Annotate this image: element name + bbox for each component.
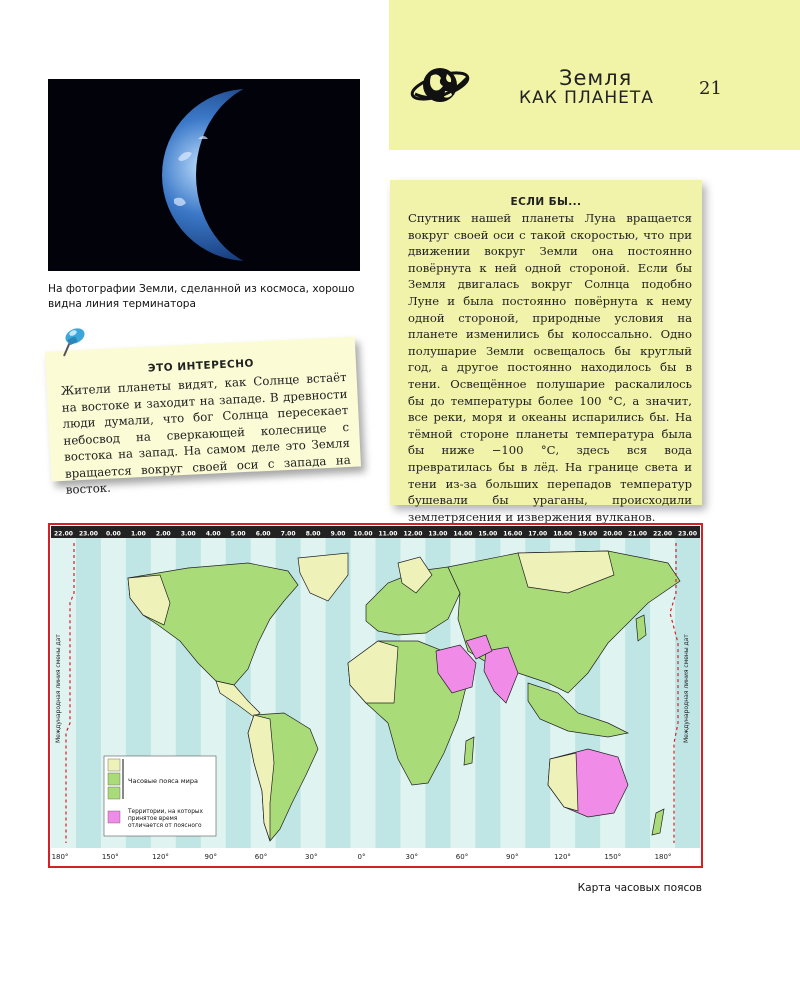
what-if-title: ЕСЛИ БЫ...	[510, 196, 582, 208]
longitude-label: 90°	[204, 853, 217, 861]
hour-label: 11.00	[378, 530, 398, 538]
longitude-label: 120°	[152, 853, 169, 861]
hour-label: 22.00	[653, 530, 673, 538]
hour-label: 0.00	[105, 530, 121, 538]
longitude-label: 60°	[455, 853, 469, 861]
hour-label: 14.00	[453, 530, 473, 538]
hour-label: 23.00	[78, 530, 98, 538]
hour-label: 3.00	[180, 530, 196, 538]
hour-label: 10.00	[353, 530, 373, 538]
dateline-label-right: Международная линия смены дат	[683, 634, 690, 743]
hour-label: 15.00	[478, 530, 498, 538]
earth-photo	[48, 79, 360, 271]
what-if-text: Спутник нашей планеты Луна вращается вокруг своей оси с такой скоростью, что при движении вокруг Земли она постоянно повёрнута к ней одной стороной. Если бы Земля двигалась вокруг Солнца подобно Луне и была постоянно повёрнута к нему одной стороной, природные условия на планете изменились бы колоссально. Одно полушарие Земли освещалось бы круглый год, а другое постоянно находилось бы в тени. Освещённое полушарие раскалилось бы до температуры более 100 °С, а значит, все реки, моря и океаны испарились бы. На тёмной стороне планеты температура была бы ниже −100 °С, здесь вся вода превратилась бы в лёд. На границе света и тени из-за больших перепадов температур бушевали бы ураганы, происходили землетрясения и извержения вулканов.	[408, 211, 692, 524]
hour-label: 6.00	[255, 530, 271, 538]
longitude-label: 0°	[357, 853, 366, 861]
hour-label: 21.00	[628, 530, 648, 538]
hour-label: 2.00	[155, 530, 171, 538]
longitude-label: 180°	[654, 853, 672, 861]
hour-label: 12.00	[403, 530, 423, 538]
hour-label: 5.00	[230, 530, 246, 538]
hour-label: 19.00	[578, 530, 598, 538]
chapter-title-line1: Земля	[559, 66, 633, 90]
legend-territories-label-2: принятое время	[128, 816, 178, 822]
earth-crescent-image	[48, 79, 360, 271]
photo-caption: На фотографии Земли, сделанной из космоса, хорошо видна линия терминатора	[48, 283, 355, 310]
note-text: Жители планеты видят, как Солнце встаёт на востоке и заходит на западе. В древности люди думали, что бог Солнца пересекает небосвод на сверкающей колеснице с востока на запад. На самом деле это Земля вращается вокруг своей оси с запада на восток.	[60, 369, 351, 497]
longitude-label: 120°	[554, 853, 571, 861]
hour-label: 22.00	[53, 530, 73, 538]
hour-label: 17.00	[528, 530, 548, 538]
hour-label: 8.00	[305, 530, 321, 538]
chapter-header	[389, 0, 800, 150]
longitude-label: 90°	[506, 853, 519, 861]
pushpin-icon	[58, 324, 88, 358]
planet-logo-icon	[409, 58, 471, 110]
longitude-label: 30°	[405, 853, 418, 861]
longitude-label: 60°	[254, 853, 268, 861]
note-title: ЭТО ИНТЕРЕСНО	[147, 357, 255, 375]
legend-zones-label: Часовые пояса мира	[128, 777, 199, 785]
hour-label: 13.00	[428, 530, 448, 538]
map-caption: Карта часовых поясов	[577, 882, 702, 894]
interesting-note	[45, 337, 361, 497]
page-number: 21	[699, 78, 722, 99]
longitude-label: 30°	[305, 853, 318, 861]
hour-label: 7.00	[280, 530, 296, 538]
hour-label: 9.00	[330, 530, 346, 538]
dateline-label-left: Международная линия смены дат	[55, 634, 62, 743]
time-zone-stripe	[76, 538, 101, 848]
hour-label: 1.00	[130, 530, 146, 538]
hour-label: 4.00	[205, 530, 221, 538]
hour-label: 23.00	[678, 530, 698, 538]
longitude-label: 150°	[604, 853, 622, 861]
hour-label: 16.00	[503, 530, 523, 538]
time-zone-map-svg	[48, 523, 703, 868]
longitude-label: 180°	[51, 853, 69, 861]
hour-label: 18.00	[553, 530, 573, 538]
chapter-title-line2: КАК ПЛАНЕТА	[519, 88, 654, 108]
time-zone-map	[48, 523, 703, 868]
map-legend	[104, 756, 216, 836]
legend-territories-label-3: отличается от поясного	[128, 823, 202, 829]
legend-territories-label: Территории, на которых	[128, 809, 203, 815]
what-if-box	[390, 180, 702, 524]
longitude-label: 150°	[101, 853, 119, 861]
hour-label: 20.00	[603, 530, 623, 538]
